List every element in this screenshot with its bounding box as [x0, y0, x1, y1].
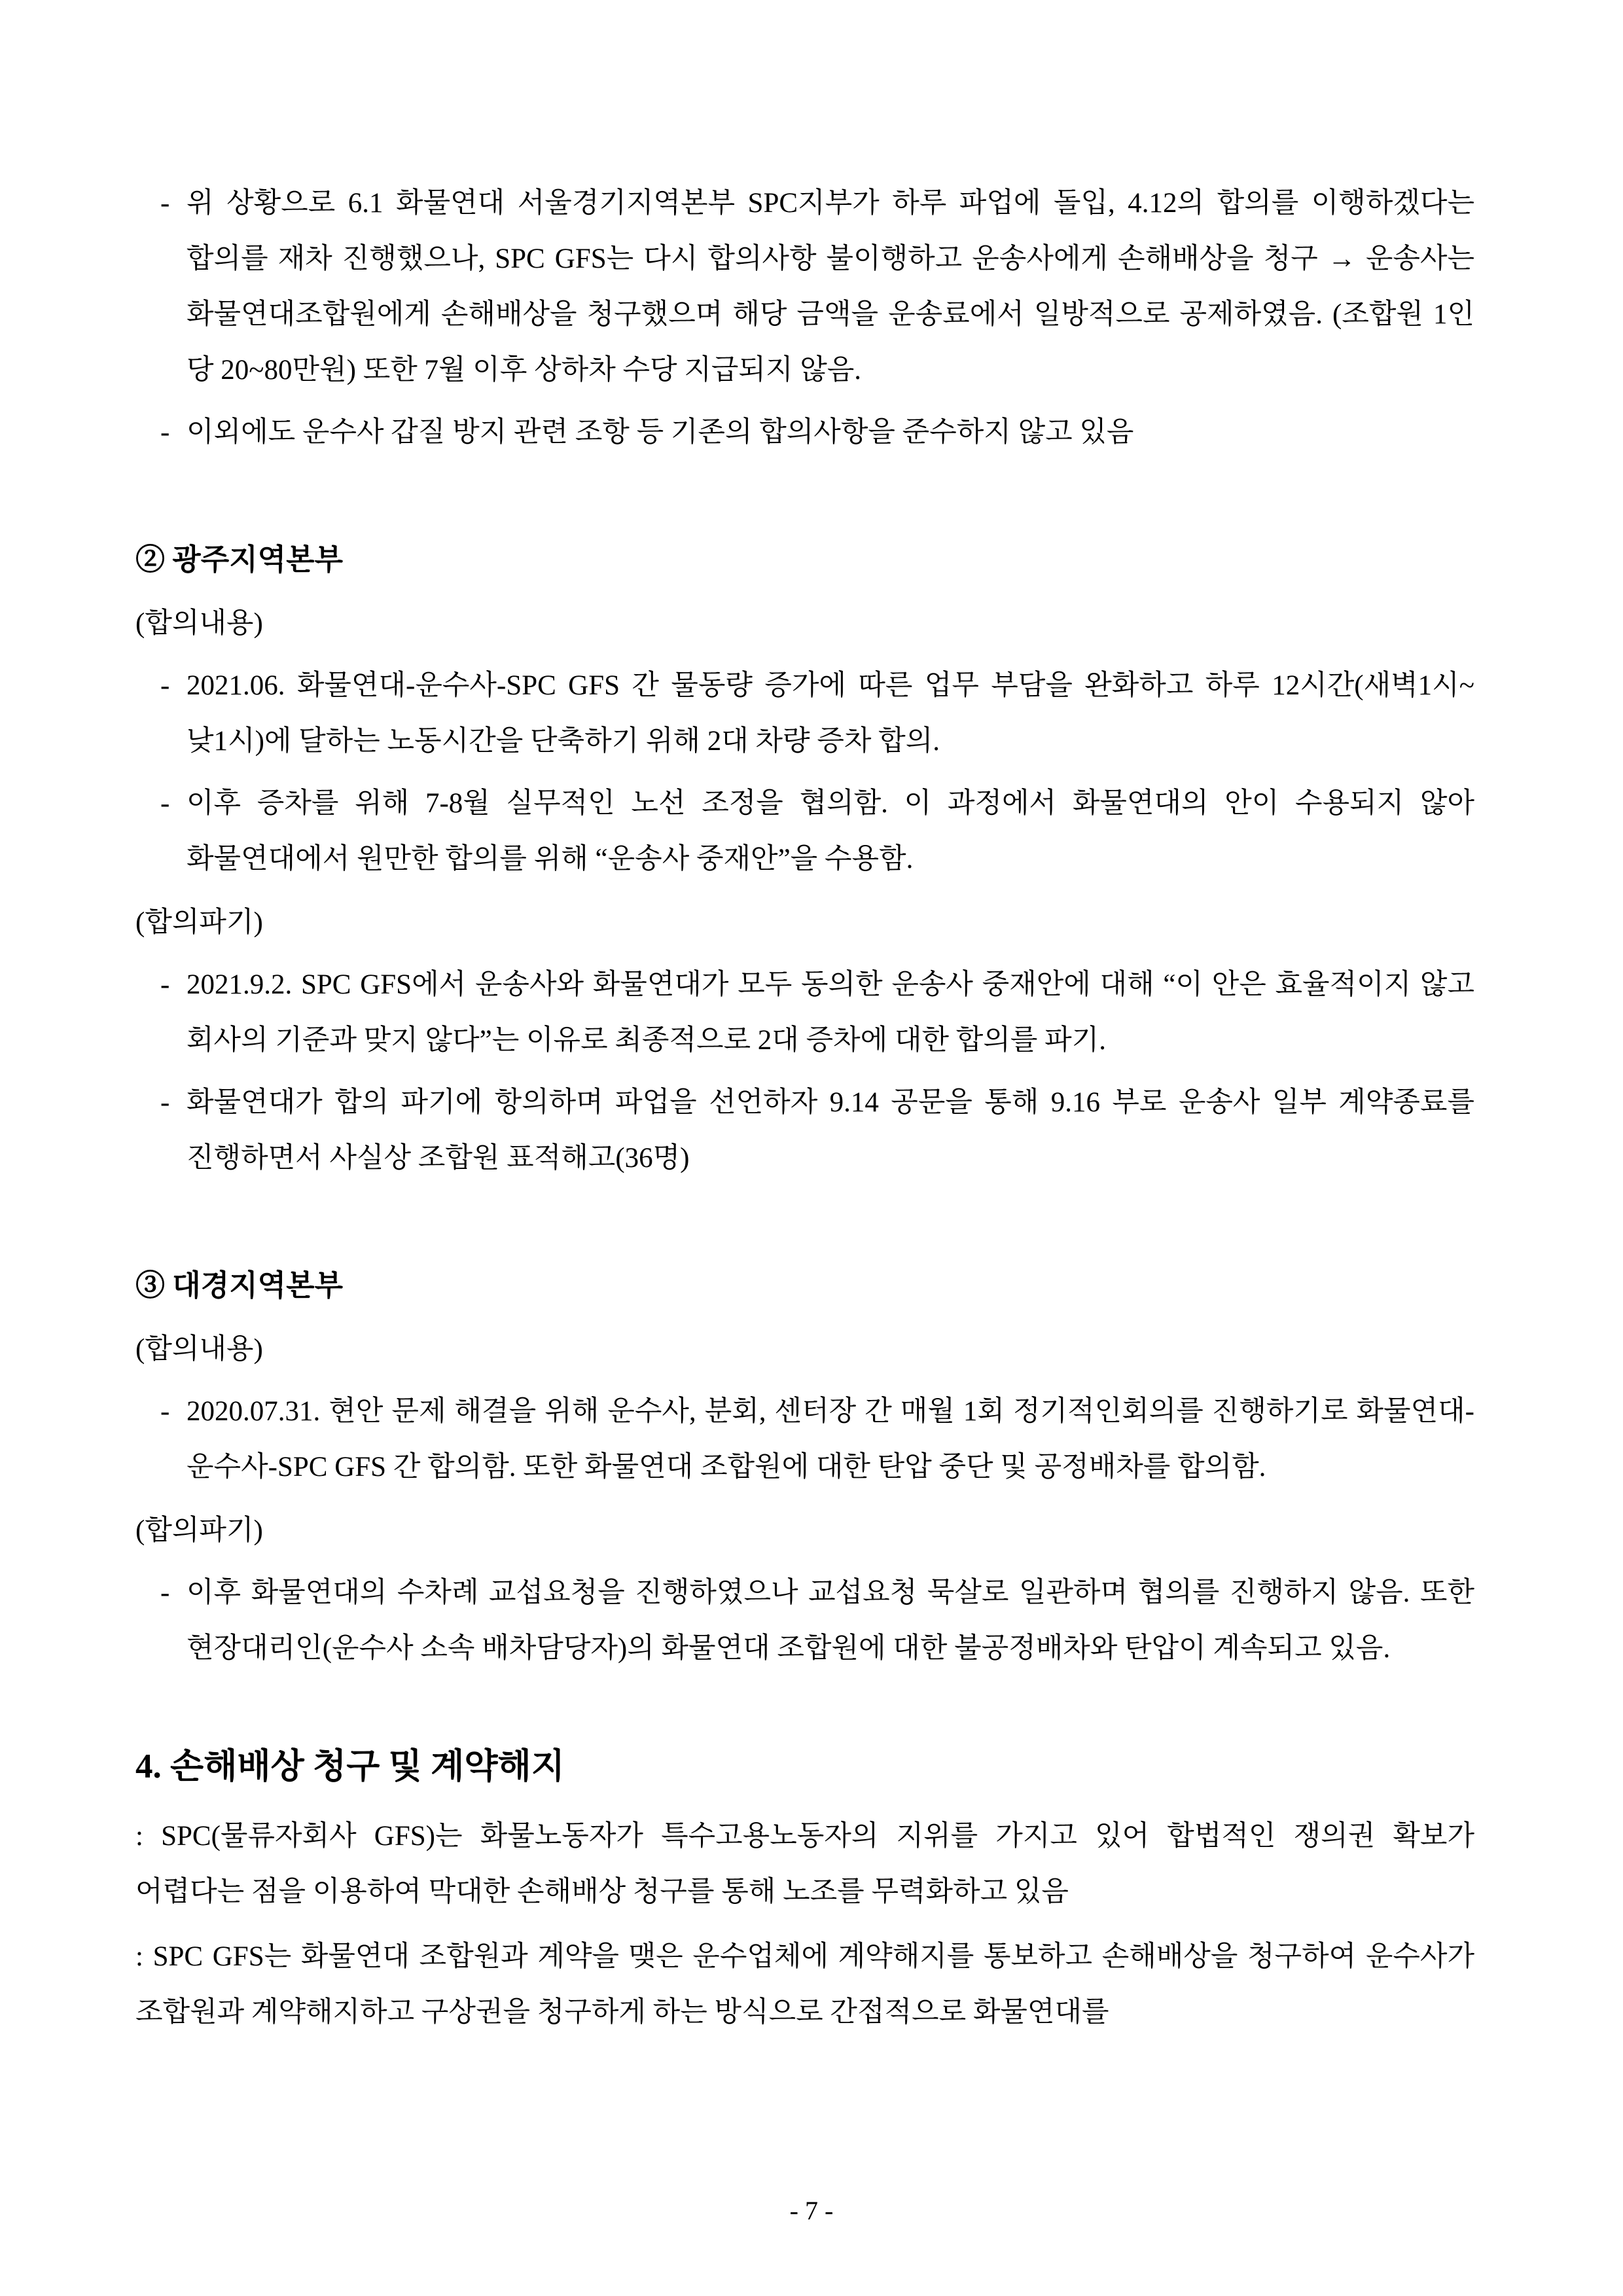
group-label-agreement: (합의내용) — [135, 608, 263, 639]
page-number: - 7 - — [789, 2196, 834, 2225]
group-label-breach: (합의파기) — [135, 1515, 263, 1546]
bullet-paragraph — [160, 175, 1474, 398]
bullet-text: 2020.07.31. 현안 문제 해결을 위해 운수사, 분회, 센터장 간 매월 1회 정기적인회의를 진행하기로 화물연대-운수사-SPC GFS 간 합의함. 또한 화물연대 조합원에 대한 탄압 중단 및 공정배차를 합의함. — [187, 1396, 1474, 1482]
section-heading-gwangju: ② 광주지역본부 — [135, 543, 344, 576]
bullet-dash: - — [160, 969, 170, 1000]
bullet-paragraph — [160, 1075, 1474, 1186]
bullet-text: 위 상황으로 6.1 화물연대 서울경기지역본부 SPC지부가 하루 파업에 돌입, 4.12의 합의를 이행하겠다는 합의를 재차 진행했으나, SPC GFS는 다시 합의사항 불이행하고 운송사에게 손해배상을 청구 → 운송사는 화물연대조합원에게 손해배상을 청구했으며 해당 금액을 운송료에서 일방적으로 공제하였음. (조합원 1인 당 20~80만원) 또한 7월 이후 상하차 수당 지급되지 않음. — [187, 188, 1474, 386]
bullet-text: 이외에도 운수사 갑질 방지 관련 조항 등 기존의 합의사항을 준수하지 않고 있음 — [187, 417, 1134, 448]
bullet-dash: - — [160, 1087, 170, 1118]
colon-paragraph: : SPC(물류자회사 GFS)는 화물노동자가 특수고용노동자의 지위를 가지고 있어 합법적인 쟁의권 확보가 어렵다는 점을 이용하여 막대한 손해배상 청구를 통해 노조를 무력화하고 있음 — [135, 1821, 1474, 1907]
group-label-breach: (합의파기) — [135, 907, 263, 938]
bullet-text: 화물연대가 합의 파기에 항의하며 파업을 선언하자 9.14 공문을 통해 9.16 부로 운송사 일부 계약종료를 진행하면서 사실상 조합원 표적해고(36명) — [187, 1087, 1474, 1174]
bullet-paragraph — [160, 1384, 1474, 1495]
bullet-dash: - — [160, 1396, 170, 1427]
section-heading-daegyeong: ③ 대경지역본부 — [135, 1269, 344, 1302]
bullet-text: 2021.06. 화물연대-운수사-SPC GFS 간 물동량 증가에 따른 업무 부담을 완화하고 하루 12시간(새벽1시~낮1시)에 달하는 노동시간을 단축하기 위해 2대 차량 증차 합의. — [187, 670, 1474, 757]
page-content — [135, 169, 1474, 2040]
bullet-dash: - — [160, 417, 170, 448]
bullet-dash: - — [160, 188, 170, 219]
bullet-dash: - — [160, 670, 170, 701]
bullet-paragraph — [160, 776, 1474, 887]
bullet-dash: - — [160, 788, 170, 819]
bullet-paragraph — [160, 1565, 1474, 1676]
bullet-text: 이후 증차를 위해 7-8월 실무적인 노선 조정을 협의함. 이 과정에서 화물연대의 안이 수용되지 않아 화물연대에서 원만한 합의를 위해 “운송사 중재안”을 수용함. — [187, 788, 1474, 874]
group-label-agreement: (합의내용) — [135, 1334, 263, 1365]
bullet-text: 2021.9.2. SPC GFS에서 운송사와 화물연대가 모두 동의한 운송사 중재안에 대해 “이 안은 효율적이지 않고 회사의 기준과 맞지 않다”는 이유로 최종적으로 2대 증차에 대한 합의를 파기. — [187, 969, 1474, 1056]
section-heading-damages: 4. 손해배상 청구 및 계약해지 — [135, 1748, 565, 1785]
bullet-text: 이후 화물연대의 수차례 교섭요청을 진행하였으나 교섭요청 묵살로 일관하며 협의를 진행하지 않음. 또한 현장대리인(운수사 소속 배차담당자)의 화물연대 조합원에 대한 불공정배차와 탄압이 계속되고 있음. — [187, 1577, 1474, 1664]
bullet-paragraph — [160, 658, 1474, 769]
bullet-dash: - — [160, 1577, 170, 1608]
colon-paragraph: : SPC GFS는 화물연대 조합원과 계약을 맺은 운수업체에 계약해지를 통보하고 손해배상을 청구하여 운수사가 조합원과 계약해지하고 구상권을 청구하게 하는 방식으로 간접적으로 화물연대를 — [135, 1941, 1474, 2028]
bullet-paragraph — [160, 957, 1474, 1068]
bullet-paragraph — [160, 404, 1474, 460]
